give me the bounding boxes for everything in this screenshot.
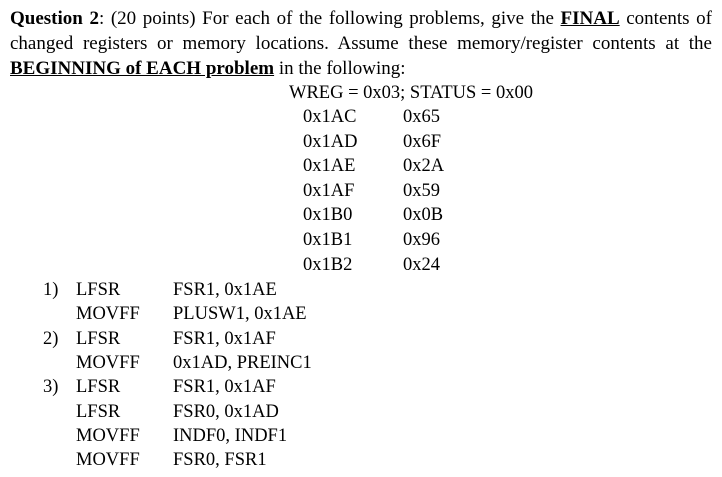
beginning-phrase: BEGINNING of EACH problem (10, 58, 275, 79)
question-points: (20 points) (110, 8, 196, 29)
question-intro (10, 6, 712, 81)
problem-number: 3) (43, 377, 59, 398)
instruction-operands: FSR1, 0x1AF (173, 377, 276, 398)
instruction-opcode: LFSR (76, 328, 121, 349)
problem-number: 1) (43, 280, 59, 300)
memory-address: 0x1B0 (303, 205, 353, 226)
question-text-a: For each of the following problems, give the (202, 8, 554, 29)
question-text-c: in the following: (278, 58, 406, 79)
question-text-b: contents of changed registers or memory locations. Assume these memory/register contents at the (10, 8, 712, 54)
instruction-operands: FSR1, 0x1AE (173, 280, 277, 300)
final-keyword: FINAL (560, 8, 620, 29)
instruction-operands: FSR0, FSR1 (173, 450, 267, 471)
instruction-operands: INDF0, INDF1 (173, 425, 288, 446)
memory-address: 0x1B2 (303, 254, 353, 275)
instruction-opcode: LFSR (76, 401, 121, 422)
question-label: Question 2 (10, 8, 99, 29)
instruction-operands: 0x1AD, PREINC1 (173, 352, 312, 373)
instruction-opcode: MOVFF (76, 425, 140, 446)
memory-value: 0x2A (403, 156, 445, 177)
instruction-opcode: MOVFF (76, 352, 140, 373)
memory-address: 0x1AF (303, 180, 355, 201)
memory-value: 0x59 (403, 180, 440, 201)
memory-address: 0x1AC (303, 107, 357, 127)
memory-value: 0x6F (403, 131, 442, 152)
instruction-opcode: MOVFF (76, 450, 140, 471)
instruction-operands: FSR1, 0x1AF (173, 328, 276, 349)
memory-value: 0x65 (403, 107, 440, 127)
problem-number: 2) (43, 328, 59, 349)
memory-address: 0x1B1 (303, 230, 353, 250)
memory-address: 0x1AD (303, 131, 358, 152)
instruction-opcode: LFSR (76, 280, 121, 300)
instruction-operands: PLUSW1, 0x1AE (173, 304, 307, 325)
memory-address: 0x1AE (303, 156, 356, 177)
memory-value: 0x0B (403, 205, 444, 226)
question-colon: : (98, 8, 105, 29)
instruction-opcode: MOVFF (76, 304, 140, 325)
memory-value: 0x24 (403, 254, 440, 275)
memory-value: 0x96 (403, 230, 440, 250)
instruction-operands: FSR0, 0x1AD (173, 401, 279, 422)
instruction-opcode: LFSR (76, 377, 121, 398)
register-contents: WREG = 0x03; STATUS = 0x00 (289, 83, 533, 103)
